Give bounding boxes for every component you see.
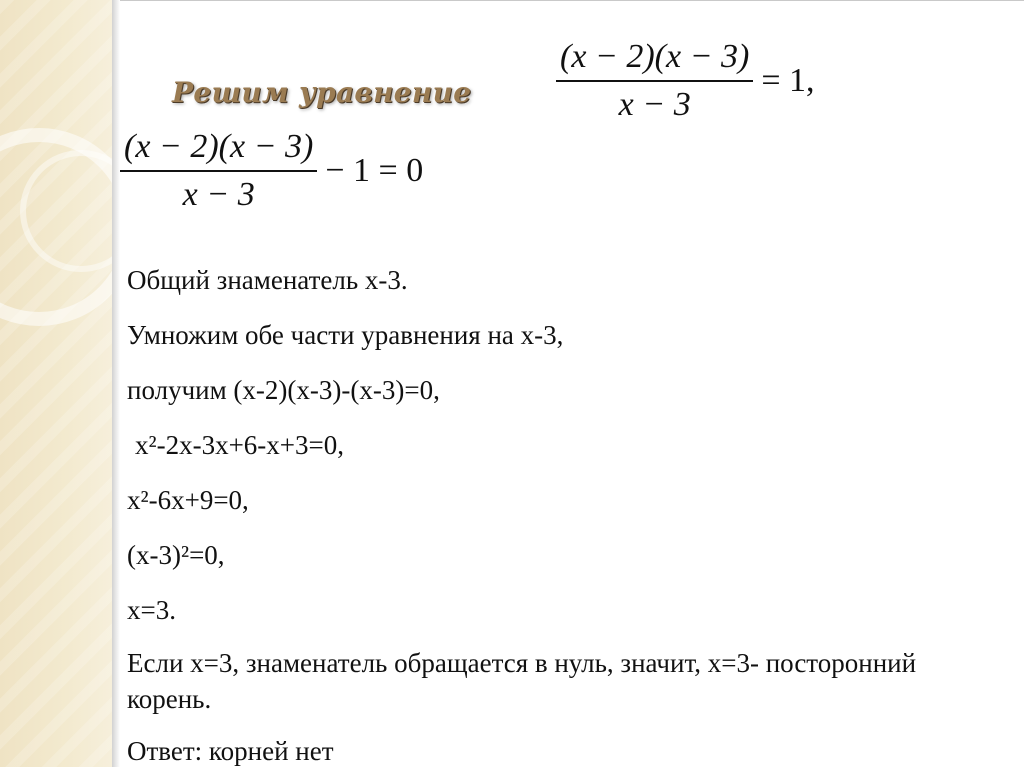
- equation-original-numerator: (x − 2)(x − 3): [556, 38, 753, 82]
- solution-step: получим (х-2)(х-3)-(х-3)=0,: [127, 375, 440, 405]
- solution-steps: [127, 260, 987, 767]
- answer-line: Ответ: корней нет: [127, 736, 334, 766]
- equation-transformed-denominator: x − 3: [182, 176, 255, 213]
- equation-original: [556, 38, 815, 124]
- slide-title: Решим уравнение: [172, 76, 472, 109]
- solution-step: Общий знаменатель х-3.: [127, 265, 408, 295]
- solution-step: х=3.: [127, 595, 176, 625]
- equation-transformed-numerator: (x − 2)(x − 3): [120, 128, 317, 172]
- equation-transformed: [120, 128, 423, 214]
- equation-transformed-rhs: − 1 = 0: [325, 152, 424, 189]
- solution-step-conclusion: Если х=3, знаменатель обращается в нуль, значит, х=3- посторонний корень.: [127, 648, 917, 714]
- equation-transformed-fraction: [120, 128, 317, 214]
- solution-step: (х-3)²=0,: [127, 540, 225, 570]
- equation-original-denominator: x − 3: [618, 86, 691, 123]
- solution-step: х²-6х+9=0,: [127, 485, 249, 515]
- solution-step: х²-2х-3х+6-х+3=0,: [135, 430, 344, 460]
- decorative-stripes: [0, 0, 112, 767]
- equation-original-fraction: [556, 38, 753, 124]
- equation-original-rhs: = 1,: [761, 62, 815, 99]
- solution-step: Умножим обе части уравнения на х-3,: [127, 320, 564, 350]
- band-shadow: [112, 0, 120, 767]
